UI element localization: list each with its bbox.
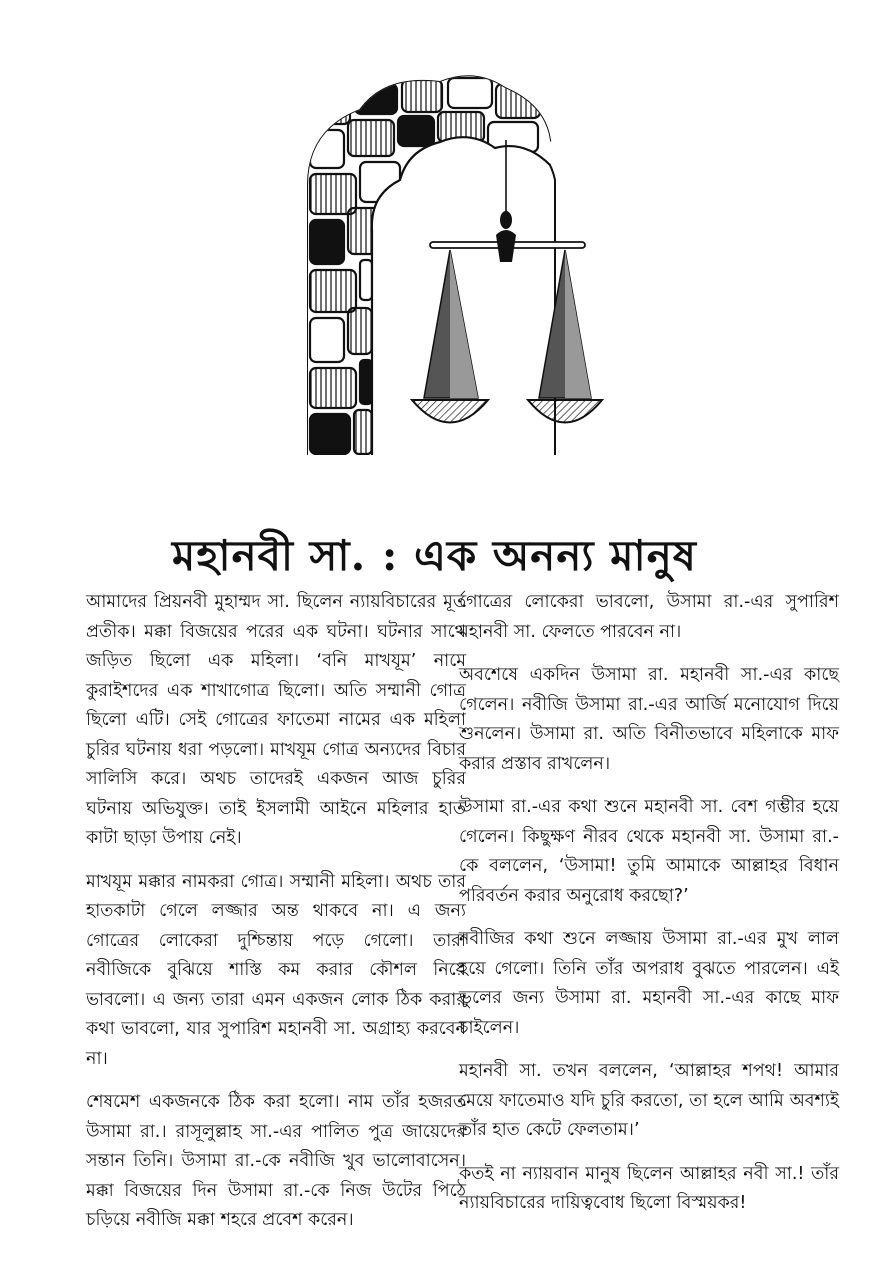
scales-of-justice-icon <box>300 70 620 460</box>
paragraph: কতই না ন্যায়বান মানুষ ছিলেন আল্লাহর নবী সা.! তাঁর ন্যায়বিচারের দায়িত্ববোধ ছিলো বিস্ময়কর! <box>459 1163 839 1213</box>
paragraph: আমাদের প্রিয়নবী মুহাম্মদ সা. ছিলেন ন্যায়বিচারের মূর্ত প্রতীক। মক্কা বিজয়ের পরের এক ঘটনা। ঘটনার সাথে জড়িত ছিলো এক মহিলা। ‘বনি মাখযূম’ নামে কুরাইশদের এক শাখাগোত্র ছিলো। অতি সম্মানী গোত্র ছিলো এটি। সেই গোত্রের ফাতেমা নামের এক মহিলা চুরির ঘটনায় ধরা পড়লো। মাখযূম গোত্র অন্যদের বিচার সালিসি করে। অথচ তাদেরই একজন আজ চুরির ঘটনায় অভিযুক্ত। তাই ইসলামী আইনে মহিলার হাত কাটা ছাড়া উপায় নেই। <box>86 592 466 848</box>
paragraph: উসামা রা.-এর কথা শুনে মহানবী সা. বেশ গম্ভীর হয়ে গেলেন। কিছুক্ষণ নীরব থেকে মহানবী সা. উসামা রা.-কে বললেন, ‘উসামা! তুমি আমাকে আল্লাহর বিধান পরিবর্তন করার অনুরোধ করছো?’ <box>459 797 839 906</box>
paragraph: অবশেষে একদিন উসামা রা. মহানবী সা.-এর কাছে গেলেন। নবীজি উসামা রা.-এর আর্জি মনোযোগ দিয়ে শুনলেন। উসামা রা. অতি বিনীতভাবে মহিলাকে মাফ করার প্রস্তাব রাখলেন। <box>459 665 839 774</box>
right-column <box>459 588 839 1233</box>
page-title: মহানবী সা. : এক অনন্য মানুষ <box>172 531 697 581</box>
paragraph: নবীজির কথা শুনে লজ্জায় উসামা রা.-এর মুখ লাল হয়ে গেলো। তিনি তাঁর অপরাধ বুঝতে পারলেন। এই ভুলের জন্য উসামা রা. মহানবী সা.-এর কাছে মাফ চাইলেন। <box>459 929 839 1038</box>
paragraph: মহানবী সা. তখন বললেন, ‘আল্লাহর শপথ! আমার মেয়ে ফাতেমাও যদি চুরি করতো, তা হলে আমি অবশ্যই তাঁর হাত কেটে ফেলতাম।’ <box>459 1061 839 1140</box>
paragraph: মাখযূম মক্কার নামকরা গোত্র। সম্মানী মহিলা। অথচ তার হাতকাটা গেলে লজ্জার অন্ত থাকবে না। এ জন্য গোত্রের লোকেরা দুশ্চিন্তায় পড়ে গেলো। তারা নবীজিকে বুঝিয়ে শাস্তি কম করার কৌশল নিয়ে ভাবলো। এ জন্য তারা এমন একজন লোক ঠিক করার কথা ভাবলো, যার সুপারিশ মহানবী সা. অগ্রাহ্য করবেন না। <box>86 871 466 1069</box>
paragraph: শেষমেশ একজনকে ঠিক করা হলো। নাম তাঁর হজরত উসামা রা.। রাসূলুল্লাহ সা.-এর পালিত পুত্র জায়েদের সন্তান তিনি। উসামা রা.-কে নবীজি খুব ভালোবাসেন। মক্কা বিজয়ের দিন উসামা রা.-কে নিজ উটের পিঠে চড়িয়ে নবীজি মক্কা শহরে প্রবেশ করেন। <box>86 1092 466 1230</box>
illustration <box>300 70 620 460</box>
paragraph: গোত্রের লোকেরা ভাবলো, উসামা রা.-এর সুপারিশ মহানবী সা. ফেলতে পারবেন না। <box>459 592 839 642</box>
left-column <box>86 588 466 1250</box>
